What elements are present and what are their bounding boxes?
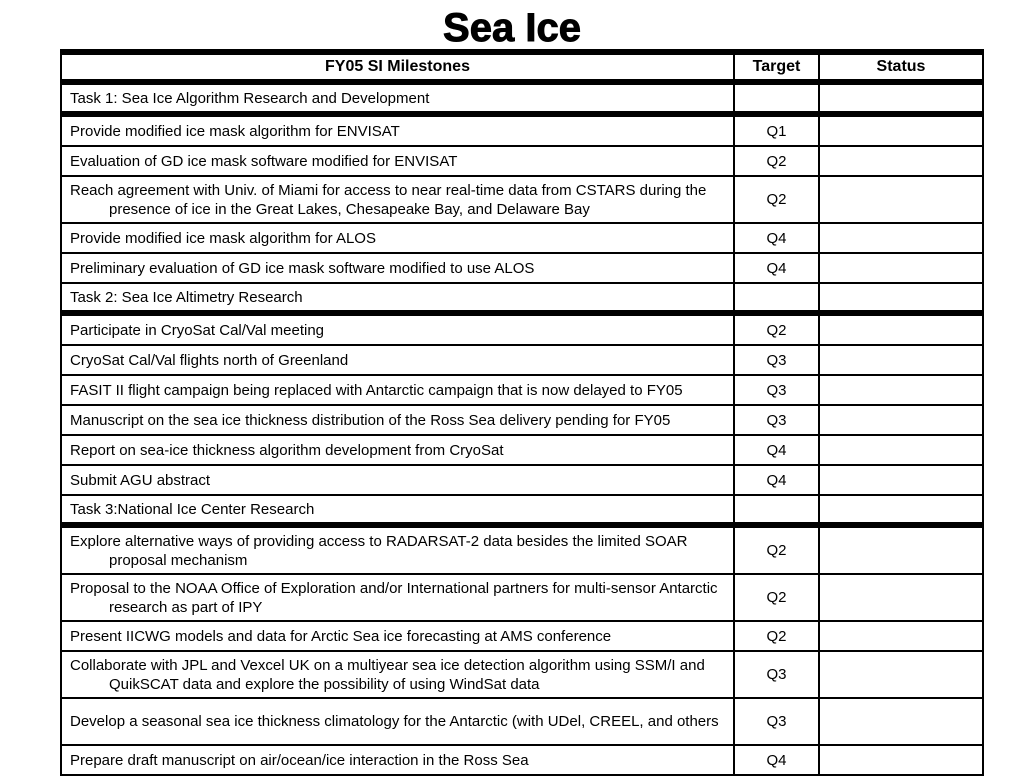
table-header-row bbox=[61, 52, 983, 82]
milestone-row bbox=[61, 176, 983, 223]
status-cell bbox=[819, 621, 983, 651]
target-cell: Q3 bbox=[734, 651, 819, 698]
target-cell: Q3 bbox=[734, 698, 819, 745]
target-cell: Q2 bbox=[734, 176, 819, 223]
status-cell bbox=[819, 82, 983, 114]
milestone-row bbox=[61, 651, 983, 698]
milestones-table bbox=[60, 49, 984, 776]
target-cell: Q3 bbox=[734, 375, 819, 405]
milestone-row bbox=[61, 345, 983, 375]
target-cell: Q2 bbox=[734, 525, 819, 574]
task-title: Task 3:National Ice Center Research bbox=[61, 495, 734, 525]
milestone-text: Prepare draft manuscript on air/ocean/ice interaction in the Ross Sea bbox=[61, 745, 734, 775]
milestone-row bbox=[61, 253, 983, 283]
milestone-row bbox=[61, 114, 983, 146]
status-cell bbox=[819, 176, 983, 223]
status-cell bbox=[819, 525, 983, 574]
status-cell bbox=[819, 405, 983, 435]
milestone-text: Provide modified ice mask algorithm for ALOS bbox=[61, 223, 734, 253]
milestone-text: Report on sea-ice thickness algorithm development from CryoSat bbox=[61, 435, 734, 465]
header-milestones: FY05 SI Milestones bbox=[61, 52, 734, 82]
milestone-row bbox=[61, 313, 983, 345]
milestone-row bbox=[61, 574, 983, 621]
milestone-text: Participate in CryoSat Cal/Val meeting bbox=[61, 313, 734, 345]
milestone-text: Submit AGU abstract bbox=[61, 465, 734, 495]
task-row bbox=[61, 82, 983, 114]
milestone-text: Reach agreement with Univ. of Miami for access to near real-time data from CSTARS during the presence of ice in the Great Lakes, Chesapeake Bay, and Delaware Bay bbox=[61, 176, 734, 223]
status-cell bbox=[819, 313, 983, 345]
milestone-row bbox=[61, 435, 983, 465]
status-cell bbox=[819, 345, 983, 375]
task-title: Task 2: Sea Ice Altimetry Research bbox=[61, 283, 734, 313]
milestone-text: Provide modified ice mask algorithm for ENVISAT bbox=[61, 114, 734, 146]
target-cell: Q4 bbox=[734, 435, 819, 465]
status-cell bbox=[819, 223, 983, 253]
target-cell: Q2 bbox=[734, 621, 819, 651]
milestone-row bbox=[61, 405, 983, 435]
status-cell bbox=[819, 574, 983, 621]
header-status: Status bbox=[819, 52, 983, 82]
status-cell bbox=[819, 435, 983, 465]
target-cell: Q3 bbox=[734, 345, 819, 375]
target-cell: Q4 bbox=[734, 465, 819, 495]
milestone-row bbox=[61, 223, 983, 253]
milestone-row bbox=[61, 698, 983, 745]
target-cell: Q4 bbox=[734, 745, 819, 775]
milestone-text: Explore alternative ways of providing access to RADARSAT-2 data besides the limited SOAR proposal mechanism bbox=[61, 525, 734, 574]
target-cell: Q1 bbox=[734, 114, 819, 146]
milestone-text: Preliminary evaluation of GD ice mask software modified to use ALOS bbox=[61, 253, 734, 283]
target-cell bbox=[734, 82, 819, 114]
milestone-text: Manuscript on the sea ice thickness distribution of the Ross Sea delivery pending for FY05 bbox=[61, 405, 734, 435]
milestone-row bbox=[61, 146, 983, 176]
target-cell: Q3 bbox=[734, 405, 819, 435]
status-cell bbox=[819, 465, 983, 495]
milestone-text: Present IICWG models and data for Arctic Sea ice forecasting at AMS conference bbox=[61, 621, 734, 651]
task-row bbox=[61, 283, 983, 313]
target-cell: Q2 bbox=[734, 146, 819, 176]
milestone-text: Proposal to the NOAA Office of Exploration and/or International partners for multi-sensor Antarctic research as part of IPY bbox=[61, 574, 734, 621]
header-target: Target bbox=[734, 52, 819, 82]
target-cell: Q2 bbox=[734, 574, 819, 621]
status-cell bbox=[819, 495, 983, 525]
status-cell bbox=[819, 283, 983, 313]
milestone-row bbox=[61, 745, 983, 775]
status-cell bbox=[819, 146, 983, 176]
task-row bbox=[61, 495, 983, 525]
milestone-text: Develop a seasonal sea ice thickness climatology for the Antarctic (with UDel, CREEL, and others bbox=[61, 698, 734, 745]
status-cell bbox=[819, 745, 983, 775]
milestone-row bbox=[61, 621, 983, 651]
status-cell bbox=[819, 698, 983, 745]
milestone-text: CryoSat Cal/Val flights north of Greenland bbox=[61, 345, 734, 375]
task-title: Task 1: Sea Ice Algorithm Research and Development bbox=[61, 82, 734, 114]
target-cell: Q4 bbox=[734, 223, 819, 253]
target-cell bbox=[734, 495, 819, 525]
status-cell bbox=[819, 375, 983, 405]
target-cell bbox=[734, 283, 819, 313]
status-cell bbox=[819, 253, 983, 283]
target-cell: Q2 bbox=[734, 313, 819, 345]
status-cell bbox=[819, 651, 983, 698]
milestone-text: FASIT II flight campaign being replaced with Antarctic campaign that is now delayed to FY05 bbox=[61, 375, 734, 405]
milestone-row bbox=[61, 465, 983, 495]
milestone-text: Evaluation of GD ice mask software modified for ENVISAT bbox=[61, 146, 734, 176]
status-cell bbox=[819, 114, 983, 146]
page-title: Sea Ice bbox=[443, 6, 581, 50]
milestone-row bbox=[61, 375, 983, 405]
target-cell: Q4 bbox=[734, 253, 819, 283]
milestone-text: Collaborate with JPL and Vexcel UK on a multiyear sea ice detection algorithm using SSM/I and QuikSCAT data and explore the possibility of using WindSat data bbox=[61, 651, 734, 698]
milestone-row bbox=[61, 525, 983, 574]
